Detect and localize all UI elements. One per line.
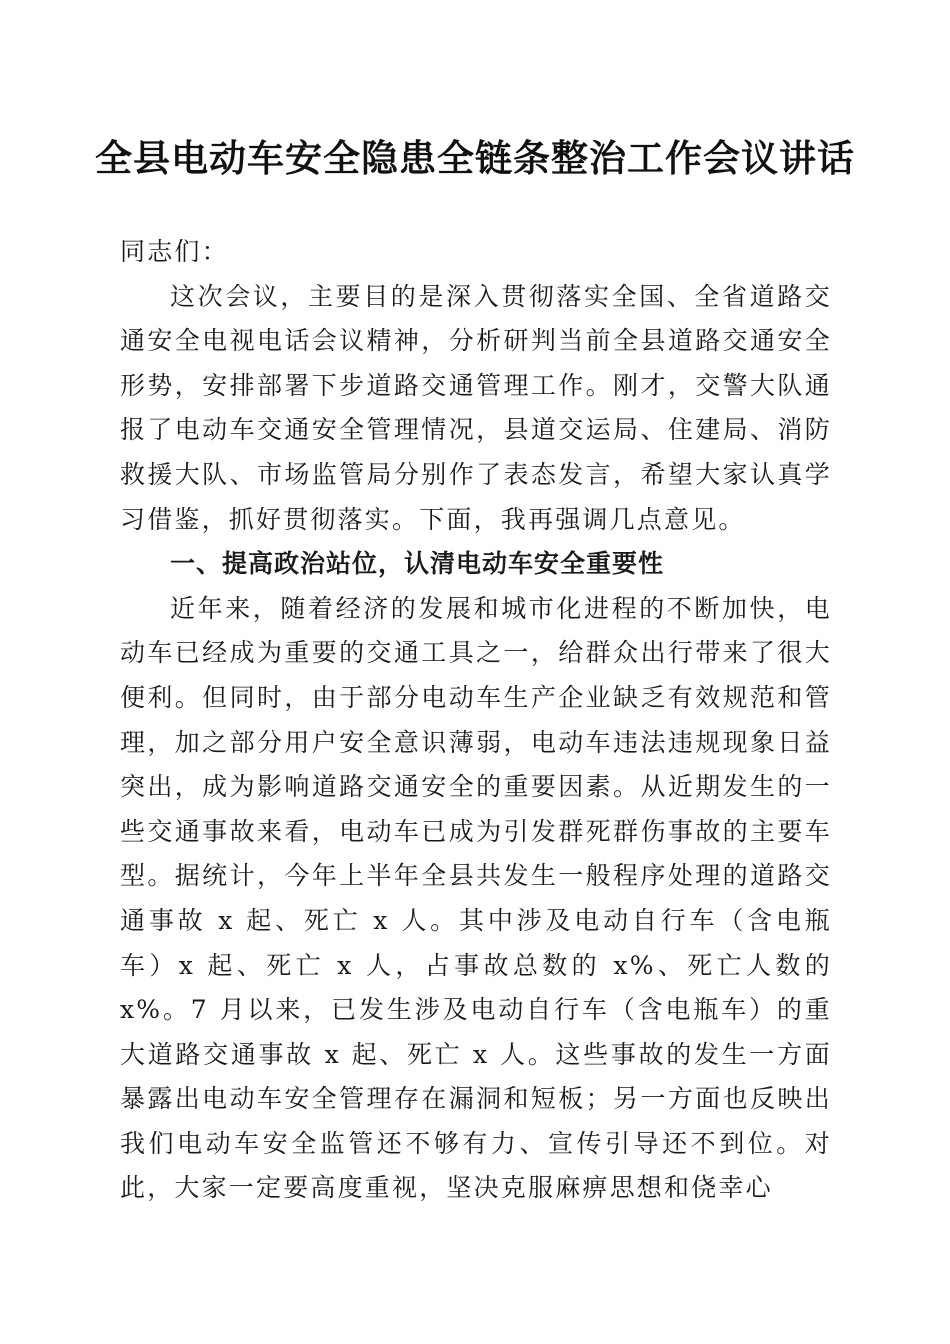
document-body	[120, 230, 832, 1211]
document-title: 全县电动车安全隐患全链条整治工作会议讲话	[95, 136, 855, 180]
intro-paragraph: 这次会议，主要目的是深入贯彻落实全国、全省道路交通安全电视电话会议精神，分析研判当前全县道路交通安全形势，安排部署下步道路交通管理工作。刚才，交警大队通报了电动车交通安全管理情况，县道交运局、住建局、消防救援大队、市场监管局分别作了表态发言，希望大家认真学习借鉴，抓好贯彻落实。下面，我再强调几点意见。	[120, 281, 832, 534]
section-heading: 一、提高政治站位，认清电动车安全重要性	[170, 549, 665, 579]
salutation: 同志们：	[120, 237, 229, 266]
section-paragraph: 近年来，随着经济的发展和城市化进程的不断加快，电动车已经成为重要的交通工具之一，给群众出行带来了很大便利。但同时，由于部分电动车生产企业缺乏有效规范和管理，加之部分用户安全意识薄弱，电动车违法违规现象日益突出，成为影响道路交通安全的重要因素。从近期发生的一些交通事故来看，电动车已成为引发群死群伤事故的主要车型。据统计，今年上半年全县共发生一般程序处理的道路交通事故 x 起、死亡 x 人。其中涉及电动自行车（含电瓶车）x 起、死亡 x 人，占事故总数的 x%、死亡人数的 x%。7 月以来，已发生涉及电动自行车（含电瓶车）的重大道路交通事故 x 起、死亡 x 人。这些事故的发生一方面暴露出电动车安全管理存在漏洞和短板；另一方面也反映出我们电动车安全监管还不够有力、宣传引导还不到位。对此，大家一定要高度重视，坚决克服麻痹思想和侥幸心	[120, 593, 832, 1203]
